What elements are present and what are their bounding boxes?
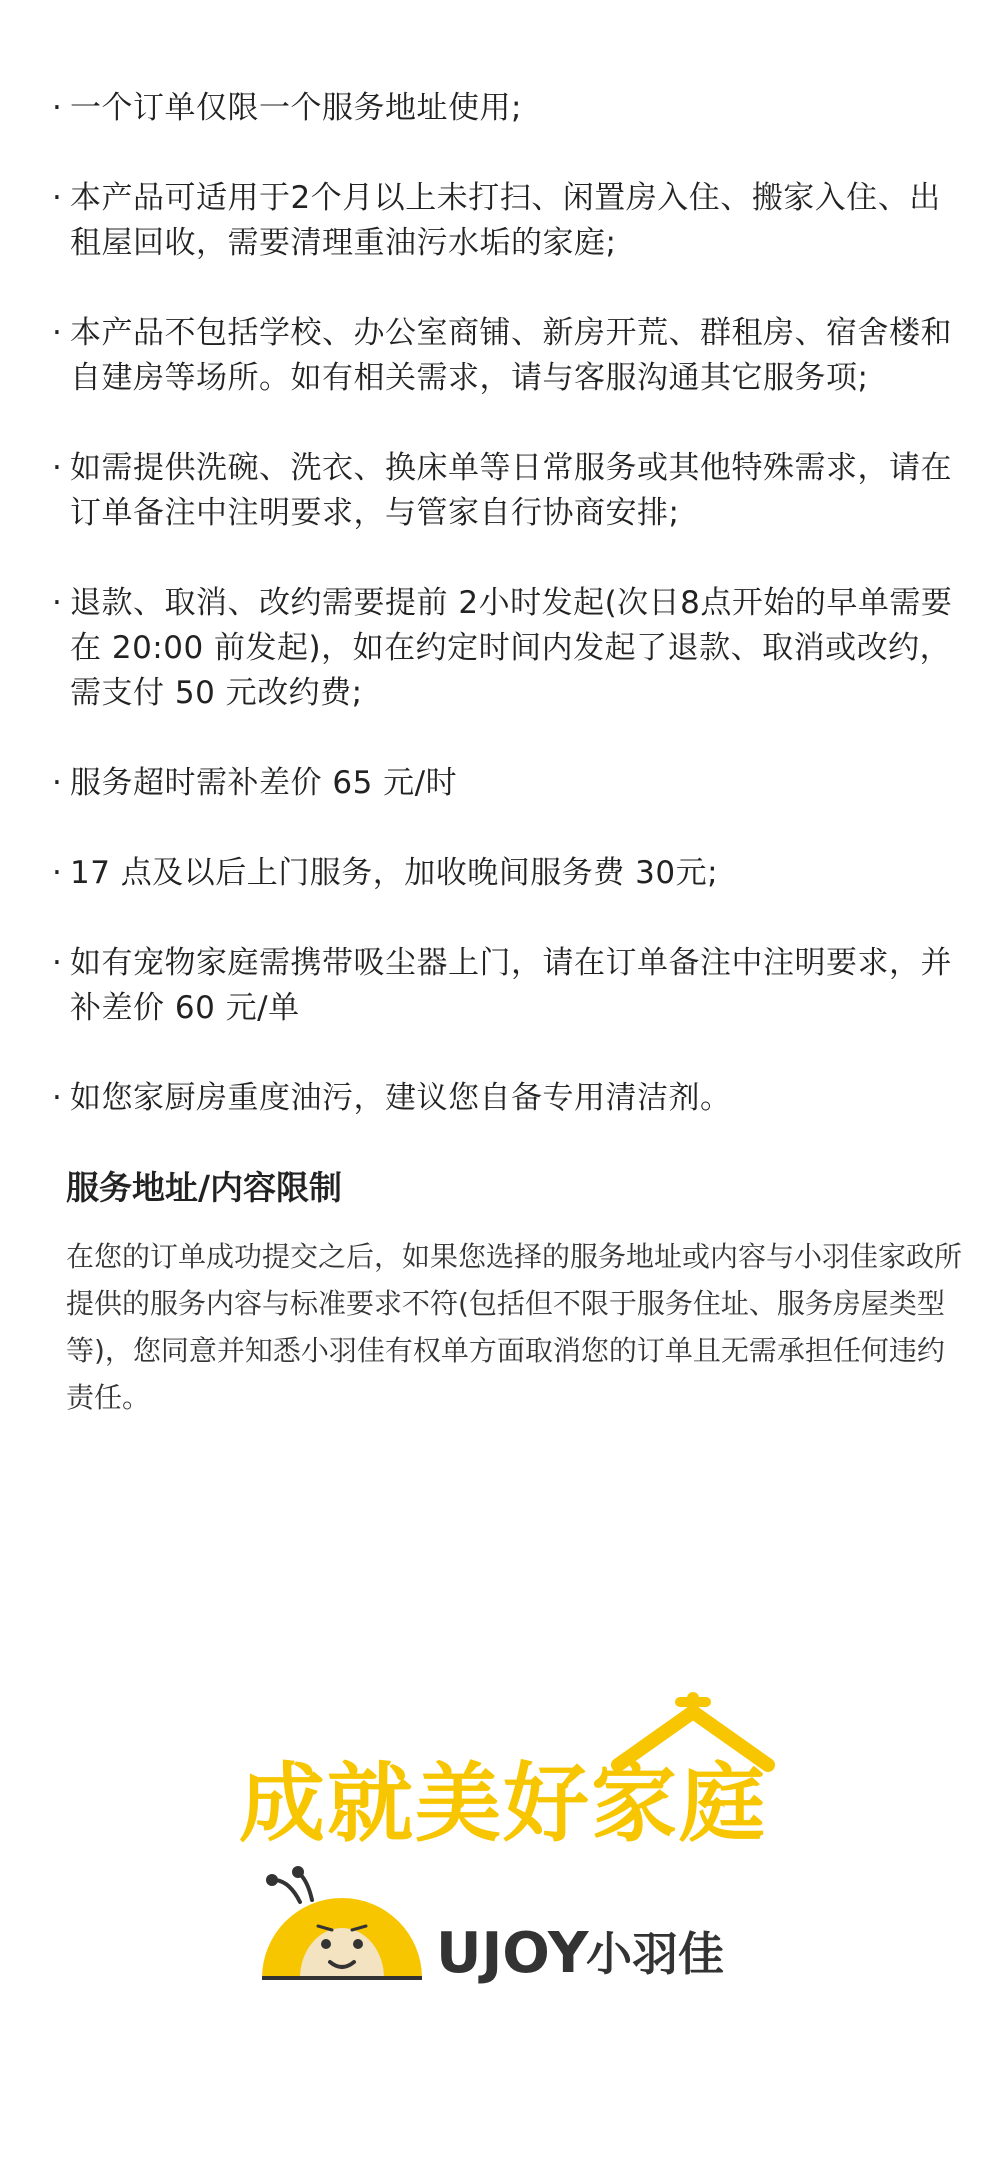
slogan: 成就美好家庭 bbox=[239, 1754, 767, 1854]
note-item bbox=[52, 851, 972, 896]
note-item bbox=[52, 941, 972, 1031]
brand-chinese: 小羽佳 bbox=[586, 1927, 724, 1981]
restriction-title: 服务地址/内容限制 bbox=[66, 1168, 343, 1207]
restriction-body: 在您的订单成功提交之后，如果您选择的服务地址或内容与小羽佳家政所提供的服务内容与标准要求不符(包括但不限于服务住址、服务房屋类型等)，您同意并知悉小羽佳有权单方面取消您的订单且无需承担任何违约责任。 bbox=[66, 1240, 963, 1414]
note-text: 退款、取消、改约需要提前 2小时发起(次日8点开始的早单需要在 20:00 前发起)，如在约定时间内发起了退款、取消或改约，需支付 50 元改约费; bbox=[70, 585, 953, 711]
note-text: 如您家厨房重度油污，建议您自备专用清洁剂。 bbox=[70, 1080, 732, 1116]
note-item bbox=[52, 176, 972, 266]
bullet: · bbox=[52, 180, 63, 216]
brand-logo-graphic bbox=[0, 1690, 1007, 2010]
bullet: · bbox=[52, 450, 63, 486]
bullet: · bbox=[52, 945, 63, 981]
note-text: 本产品可适用于2个月以上未打扫、闲置房入住、搬家入住、出租屋回收，需要清理重油污水垢的家庭; bbox=[70, 180, 941, 261]
note-text: 如需提供洗碗、洗衣、换床单等日常服务或其他特殊需求，请在订单备注中注明要求，与管家自行协商安排; bbox=[70, 450, 952, 531]
bullet: · bbox=[52, 90, 63, 126]
note-text: 本产品不包括学校、办公室商铺、新房开荒、群租房、宿舍楼和自建房等场所。如有相关需求，请与客服沟通其它服务项; bbox=[70, 315, 952, 396]
note-text: 服务超时需补差价 65 元/时 bbox=[70, 765, 458, 801]
brand-english: UJOY bbox=[436, 1921, 589, 1986]
brand-logo bbox=[0, 1690, 1007, 2010]
bullet: · bbox=[52, 585, 63, 621]
bee-mascot-icon bbox=[262, 1866, 422, 1978]
notes-list bbox=[52, 86, 972, 1166]
note-text: 17 点及以后上门服务，加收晚间服务费 30元; bbox=[70, 855, 719, 891]
bullet: · bbox=[52, 315, 63, 351]
note-item bbox=[52, 446, 972, 536]
note-item bbox=[52, 581, 972, 716]
note-text: 如有宠物家庭需携带吸尘器上门，请在订单备注中注明要求，并补差价 60 元/单 bbox=[70, 945, 952, 1026]
bullet: · bbox=[52, 1080, 63, 1116]
note-item bbox=[52, 1076, 972, 1121]
bullet: · bbox=[52, 855, 63, 891]
note-item bbox=[52, 86, 972, 131]
note-item bbox=[52, 311, 972, 401]
bullet: · bbox=[52, 765, 63, 801]
note-item bbox=[52, 761, 972, 806]
restriction-section bbox=[66, 1165, 966, 1421]
note-text: 一个订单仅限一个服务地址使用; bbox=[70, 90, 522, 126]
